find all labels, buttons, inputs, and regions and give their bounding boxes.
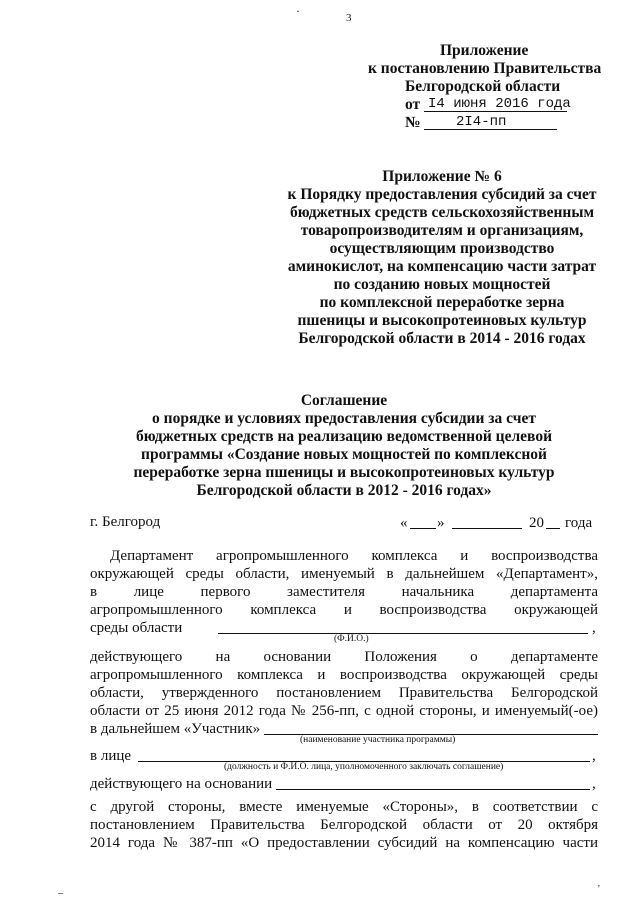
- agreement-title-line3: бюджетных средств на реализацию ведомственной целевой: [135, 428, 552, 445]
- number-underline: [424, 129, 557, 130]
- body-line6: действующего на основании Положения о департаменте: [90, 649, 598, 665]
- appendix-header-line3: Белгородской области: [405, 78, 561, 95]
- page-number: 3: [346, 12, 352, 24]
- bottom-mark-right: ': [598, 884, 600, 895]
- body-line1: Департамент агропромышленного комплекса и воспроизводства: [110, 548, 598, 564]
- agreement-title-line2: о порядке и условиях предоставления субсидии за счет: [152, 410, 536, 427]
- body-line7: агропромышленного комплекса и воспроизводства окружающей среды: [90, 667, 598, 683]
- appendix6-line3: бюджетных средств сельскохозяйственным: [289, 204, 595, 221]
- agreement-title-line5: переработке зерна пшеницы и высокопротеиновых культур: [133, 464, 555, 481]
- date-year-prefix: 20: [529, 515, 544, 531]
- date-close-quote: »: [437, 515, 445, 531]
- date-month-blank: [452, 528, 522, 529]
- appendix-header-number-value: 2I4-пп: [456, 114, 507, 130]
- body-line12-start: действующего на основании: [90, 776, 273, 792]
- appendix-header-number-prefix: №: [405, 114, 421, 131]
- appendix6-line7: по созданию новых мощностей: [333, 276, 551, 293]
- body-line3: в лице первого заместителя начальника департамента: [90, 584, 598, 600]
- appendix-header-date-prefix: от: [405, 96, 421, 113]
- date-day-blank: [410, 528, 436, 529]
- appendix6-line5: осуществляющим производство: [329, 240, 555, 257]
- appendix6-line4: товаропроизводителям и организациям,: [300, 222, 584, 239]
- body-line13: с другой стороны, вместе именуемые «Стороны», в соответствии с: [90, 799, 598, 815]
- appendix6-line10: Белгородской области в 2014 - 2016 годах: [298, 330, 586, 347]
- agreement-title-line1: Соглашение: [300, 392, 388, 409]
- top-mark: ·: [296, 4, 300, 18]
- appendix-header-line2: к постановлению Правительства: [368, 60, 602, 77]
- body-line12-end: ,: [592, 776, 596, 792]
- date-year-blank: [546, 528, 560, 529]
- appendix-header-line1: Приложение: [440, 42, 529, 59]
- caption-fio: (Ф.И.О.): [334, 634, 369, 644]
- fio-blank: [218, 633, 588, 634]
- body-line15: 2014 года № 387-пп «О предоставлении субсидий на компенсацию части: [90, 835, 598, 851]
- appendix6-line6: аминокислот, на компенсацию части затрат: [287, 258, 597, 275]
- appendix6-line1: Приложение № 6: [382, 168, 502, 185]
- agreement-title-line6: Белгородской области в 2012 - 2016 годах»: [196, 482, 492, 499]
- body-line5-end: ,: [592, 620, 596, 636]
- body-line4: агропромышленного комплекса и воспроизводства окружающей: [90, 602, 598, 618]
- date-open-quote: «: [400, 515, 408, 531]
- agreement-title-line4: программы «Создание новых мощностей по комплексной: [141, 446, 547, 463]
- body-line9: области от 25 июня 2012 года № 256-пп, с одной стороны, и именуемый(-ое): [90, 703, 598, 719]
- body-line11-end: ,: [592, 748, 596, 764]
- body-line11-start: в лице: [90, 748, 132, 764]
- body-line10: в дальнейшем «Участник»: [90, 721, 261, 737]
- body-line8: области, утвержденного постановлением Правительства Белгородской: [90, 685, 598, 701]
- date-underline: [424, 111, 567, 112]
- appendix6-line9: пшеницы и высокопротеиновых культур: [297, 312, 587, 329]
- place-label: г. Белгород: [90, 514, 161, 530]
- body-line14: постановлением Правительства Белгородской области от 20 октября: [90, 817, 598, 833]
- date-year-suffix: года: [565, 515, 593, 531]
- basis-blank: [276, 789, 590, 790]
- caption-participant: (наименование участника программы): [300, 735, 456, 745]
- appendix-header-date-value: I4 июня 2016 года: [428, 96, 571, 112]
- body-line2: окружающей среды области, именуемый в дальнейшем «Департамент»,: [90, 566, 598, 582]
- appendix6-line2: к Порядку предоставления субсидий за счет: [287, 186, 597, 203]
- bottom-mark-left: –: [58, 888, 63, 899]
- caption-person: (должность и Ф.И.О. лица, уполномоченного заключать соглашение): [224, 762, 504, 772]
- appendix6-line8: по комплексной переработке зерна: [319, 294, 565, 311]
- body-line5-start: среды области: [90, 620, 183, 636]
